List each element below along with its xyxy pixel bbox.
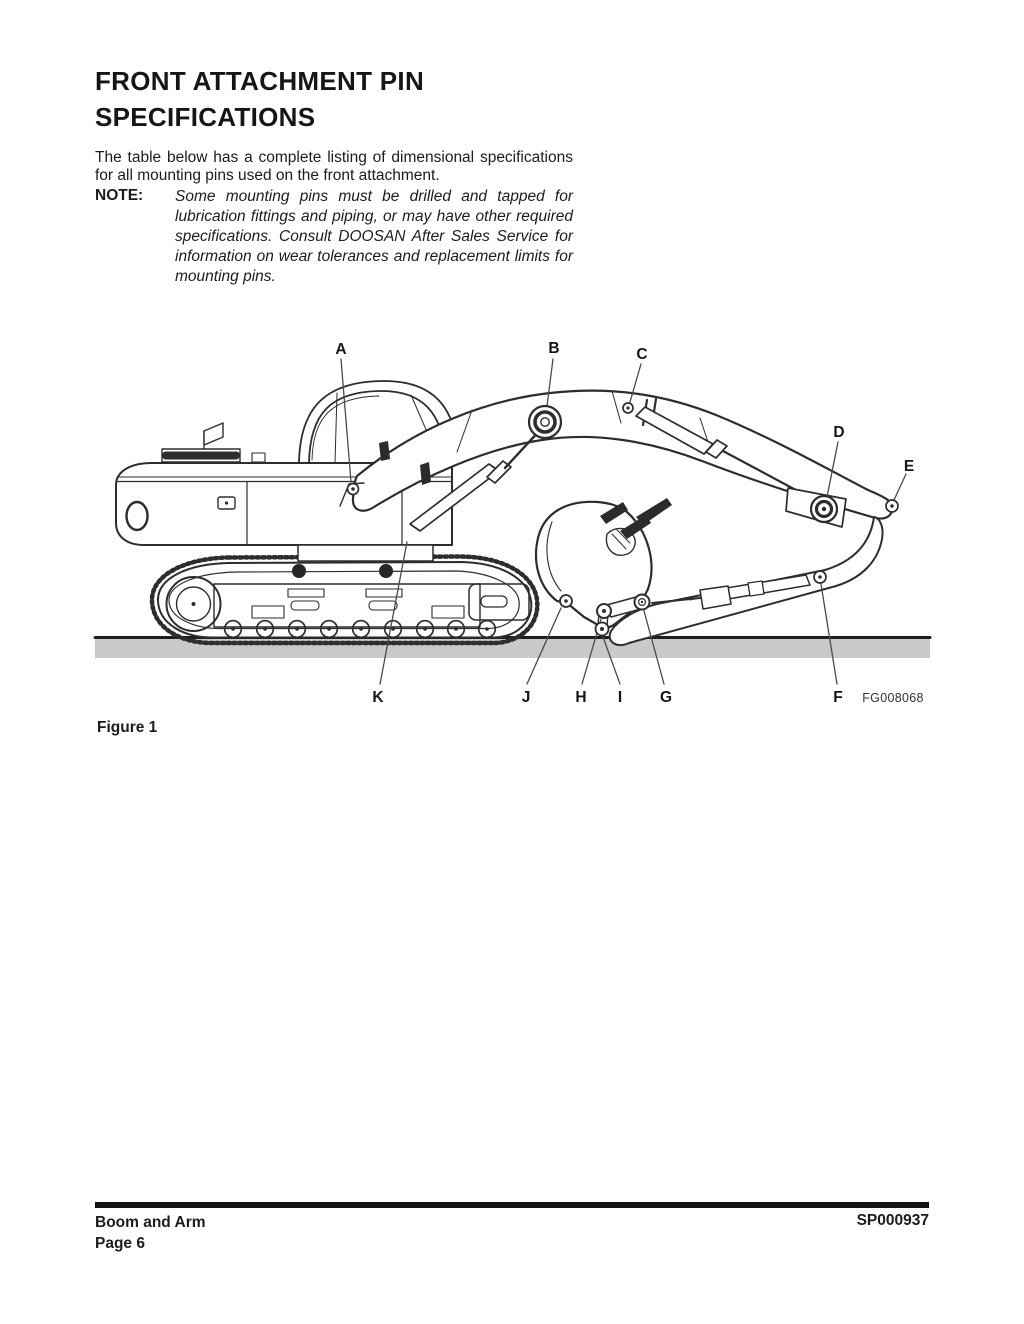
- mirror-flag: [204, 423, 223, 445]
- pin-label-b: B: [548, 340, 560, 357]
- note-label: NOTE:: [95, 187, 144, 204]
- leader-e: [894, 474, 906, 500]
- footer-section: Boom and Arm: [95, 1214, 206, 1231]
- pin-label-g: G: [659, 689, 673, 706]
- pin-h-marker: [597, 604, 611, 618]
- bucket-cylinder-block: [700, 586, 731, 609]
- leader-f: [821, 584, 837, 684]
- pin-label-d: D: [833, 424, 845, 441]
- pin-i-marker: [596, 623, 609, 636]
- footer-left: [95, 1212, 206, 1254]
- pin-label-a: A: [335, 341, 347, 358]
- page-title-line1: FRONT ATTACHMENT PIN: [95, 66, 425, 97]
- swing-pedestal: [298, 545, 433, 561]
- door-latch-dot: [225, 501, 228, 504]
- bucket-cylinder-collar: [748, 581, 764, 596]
- footer-doc-number: SP000937: [856, 1212, 929, 1229]
- pin-label-j: J: [521, 689, 531, 706]
- idler-hub: [192, 602, 196, 606]
- pin-e-marker: [886, 500, 898, 512]
- footer-page-number: Page 6: [95, 1235, 145, 1252]
- pin-f-marker: [814, 571, 826, 583]
- pin-label-h: H: [575, 689, 587, 706]
- pin-b-marker: [529, 406, 561, 438]
- pin-d-marker: [811, 496, 837, 522]
- carrier-roller: [379, 564, 393, 578]
- pin-label-e: E: [903, 458, 915, 475]
- figure-caption: Figure 1: [97, 719, 158, 736]
- footer-rule: [95, 1202, 929, 1208]
- carrier-roller: [292, 564, 306, 578]
- figure-1-excavator-diagram: [90, 333, 940, 711]
- pin-g-marker: [635, 595, 650, 610]
- page-title-line2: SPECIFICATIONS: [95, 102, 316, 133]
- track-assembly: [152, 557, 537, 644]
- pin-label-i: I: [617, 689, 623, 706]
- page-title: [95, 63, 525, 135]
- pin-label-c: C: [636, 346, 648, 363]
- note-text: Some mounting pins must be drilled and tapped for lubrication fittings and piping, or may have other required specifications. Consult DOOSAN After Sales Service for information on wear tolerances and replacement limits for mounting pins.: [175, 188, 573, 285]
- figure-code: FG008068: [862, 691, 924, 705]
- pin-j-marker: [560, 595, 572, 607]
- pin-c-marker: [623, 403, 633, 413]
- roof-detail: [252, 453, 265, 462]
- pin-label-k: K: [372, 689, 384, 706]
- pin-a-marker: [348, 484, 359, 495]
- intro-paragraph: The table below has a complete listing of dimensional specifications for all mounting pins used on the front attachment.: [95, 148, 573, 184]
- pin-label-f: F: [833, 689, 843, 706]
